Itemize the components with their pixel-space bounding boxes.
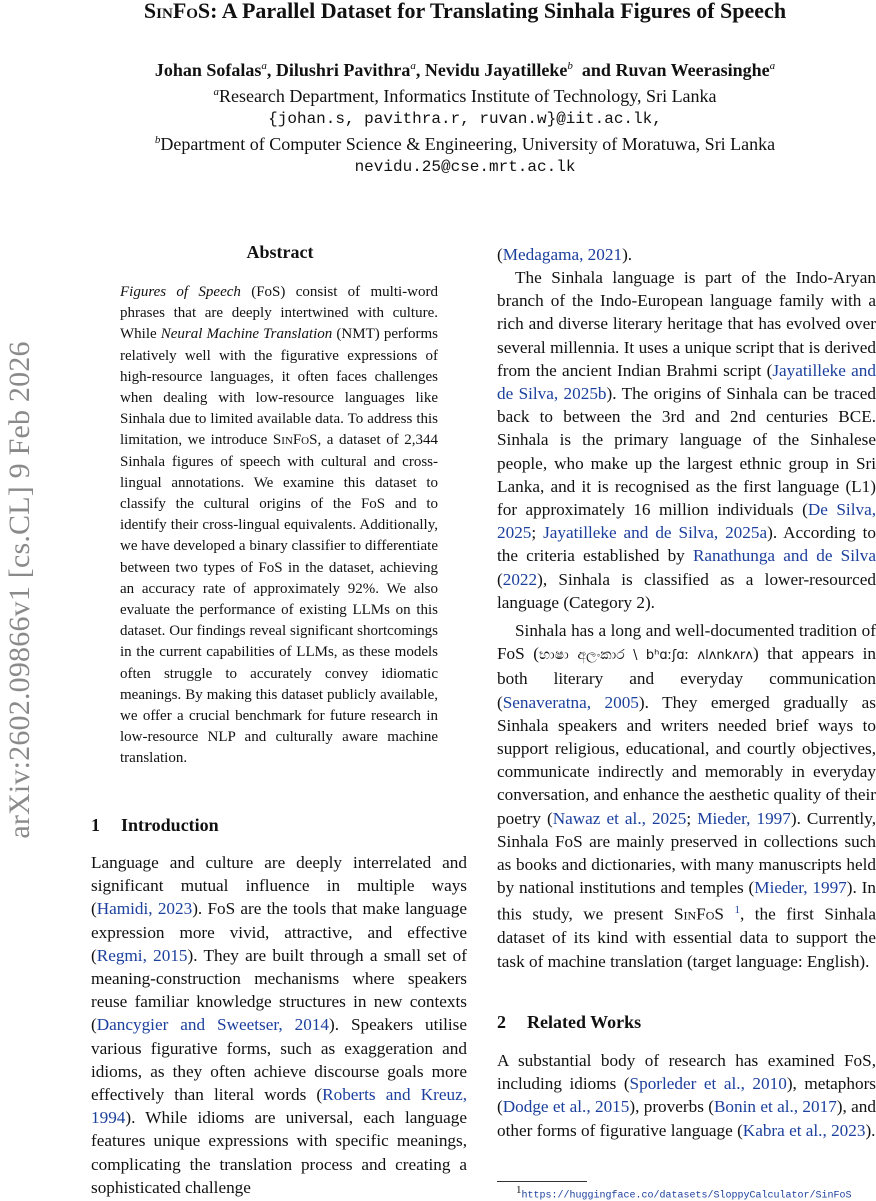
citation-link[interactable]: Dancygier and Sweetser, 2014: [96, 1015, 330, 1035]
paper-title: SinFoS: A Parallel Dataset for Translating Sinhala Figures of Speech: [143, 0, 787, 23]
intro-paragraph-1: Language and culture are deeply interrelated and significant mutual influence in multiple ways (Hamidi, 2023). FoS are the tools that make language expression more vivid, attractive, and effective (Regmi, 2015). They are built through a small set of meaning-construction mechanisms where speakers reuse familiar knowledge structures in new contexts (Dancygier and Sweetser, 2014). Speakers utilise various figurative forms, such as exaggeration and idioms, as they often achieve discourse goals more effectively than literal words (Roberts and Kreuz, 1994). While idioms are universal, each language features unique expressions with specific meanings, complicating the translation process and creating a sophisticated challenge: [91, 853, 467, 1197]
intro-paragraph-2: The Sinhala language is part of the Indo-Aryan branch of the Indo-European language family with a rich and diverse literary heritage that has evolved over several millennia. It uses a unique script that is derived from the ancient Indian Brahmi script (Jayatilleke and de Silva, 2025b). The origins of Sinhala can be traced back to between the 3rd and 2nd centuries BCE. Sinhala is the primary language of the Sinhalese people, who make up the largest ethnic group in Sri Lanka, and it is recognised as the first language (L1) for approximately 16 million individuals (De Silva, 2025; Jayatilleke and de Silva, 2025a). According to the criteria established by Ranathunga and de Silva (2022), Sinhala is classified as a lower-resourced language (Category 2).: [497, 268, 876, 612]
footnote-url-link[interactable]: https://huggingface.co/datasets/SloppyCalculator/SinFoS: [521, 1190, 852, 1201]
sinhala-term: භාෂා අලංකාර: [539, 647, 625, 664]
citation-link[interactable]: Ranathunga and de Silva: [692, 546, 876, 566]
author-sofalas: Johan Sofalas: [154, 60, 262, 80]
author-weerasinghe: and Ruvan Weerasinghe: [581, 60, 770, 80]
email-b: nevidu.25@cse.mrt.ac.lk: [354, 158, 576, 176]
citation-link[interactable]: Roberts and Kreuz, 1994: [91, 1085, 467, 1128]
arxiv-identifier: arXiv:2602.09866v1 [cs.CL] 9 Feb 2026: [3, 341, 36, 839]
intro-paragraph-3: Sinhala has a long and well-documented tradition of FoS (භාෂා අලංකාර \ bʰɑːʃɑː ʌlʌnkʌrʌ) that appears in both literary and everyday communication (Senaveratna, 2005). They emerged gradually as Sinhala speakers and writers needed brief ways to support religious, educational, and courtly objectives, communicate indirectly and memorably in everyday conversation, and enhance the aesthetic quality of their poetry (Nawaz et al., 2025; Mieder, 1997). Currently, Sinhala FoS are mainly preserved in collections such as books and dictionaries, with many manuscripts held by national institutions and temples (Mieder, 1997). In this study, we present SinFoS $^1$, the first Sinhala dataset of its kind with essential data to support the task of machine translation (target language: English).: [497, 621, 876, 971]
author-jayatilleke: , Nevidu Jayatilleke: [415, 60, 568, 80]
citation-link[interactable]: Sporleder et al., 2010: [629, 1074, 787, 1094]
related-paragraph-1: A substantial body of research has examined FoS, including idioms (Sporleder et al., 2010), metaphors (Dodge et al., 2015), proverbs (Bonin et al., 2017), and other forms of figurative language (Kabra et al., 2023).: [497, 1051, 876, 1140]
citation-link[interactable]: Mieder, 1997: [697, 808, 791, 828]
citation-link[interactable]: Hamidi, 2023: [96, 899, 193, 919]
footnote-marker[interactable]: 1: [734, 904, 740, 917]
citation-link[interactable]: Jayatilleke and de Silva, 2025b: [497, 360, 876, 404]
section-heading-introduction: 1 Introduction: [91, 815, 219, 835]
section-heading-related-works: 2 Related Works: [497, 1012, 642, 1032]
footnote: $^1$https://huggingface.co/datasets/SloppyCalculator/SinFoS: [516, 1184, 852, 1201]
citation-link[interactable]: Jayatilleke and de Silva, 2025a: [543, 523, 768, 543]
citation-link[interactable]: Kabra et al., 2023: [742, 1120, 866, 1140]
citation-link[interactable]: Bonin et al., 2017: [713, 1097, 837, 1117]
citation-link[interactable]: Medagama, 2021: [502, 245, 623, 264]
abstract-body: Figures of Speech (FoS) consist of multi-word phrases that are deeply intertwined with culture. While Neural Machine Translation (NMT) performs relatively well with the figurative expressions of high-resource languages, it often faces challenges when dealing with low-resource languages like Sinhala due to limited available data. To address this limitation, we introduce SinFoS, a dataset of 2,344 Sinhala figures of speech with cultural and cross-lingual annotations. We examine this dataset to classify the cultural origins of the FoS and to identify their cross-lingual equivalents. Additionally, we have developed a binary classifier to differentiate between two types of FoS in the dataset, achieving an accuracy rate of approximately 92%. We also evaluate the performance of existing LLMs on this dataset. Our findings reveal significant shortcomings in the current capabilities of LLMs, as these models often struggle to accurately convey idiomatic meanings. By making this dataset publicly available, we offer a crucial benchmark for future research in low-resource NLP and culturally aware machine translation.: [120, 284, 438, 767]
intro-paragraph-1-continued: (Medagama, 2021).: [497, 245, 633, 264]
email-a: {johan.s, pavithra.r, ruvan.w}@iit.ac.lk,: [268, 110, 662, 128]
footnote-rule: [497, 1181, 587, 1182]
affiliation-a: $^a$Research Department, Informatics Institute of Technology, Sri Lanka: [213, 86, 717, 106]
author-pavithra: , Dilushri Pavithra: [266, 60, 411, 80]
ipa-transcription: \ bʰɑːʃɑː ʌlʌnkʌrʌ: [624, 648, 753, 664]
abstract-heading: Abstract: [246, 242, 314, 262]
author-list: Johan Sofalas$^a$, Dilushri Pavithra$^a$, Nevidu Jayatilleke$^b$ and Ruvan Weerasinghe$^a$: [154, 60, 776, 80]
citation-link[interactable]: Dodge et al., 2015: [502, 1097, 630, 1117]
citation-link[interactable]: 2022: [502, 569, 538, 589]
citation-link[interactable]: Nawaz et al., 2025: [552, 808, 687, 828]
citation-link[interactable]: De Silva, 2025: [497, 500, 876, 543]
affiliation-b: $^b$Department of Computer Science & Engineering, University of Moratuwa, Sri Lanka: [154, 134, 776, 154]
citation-link[interactable]: Regmi, 2015: [96, 945, 188, 965]
citation-link[interactable]: Mieder, 1997: [754, 878, 847, 898]
citation-link[interactable]: Senaveratna, 2005: [502, 692, 639, 712]
